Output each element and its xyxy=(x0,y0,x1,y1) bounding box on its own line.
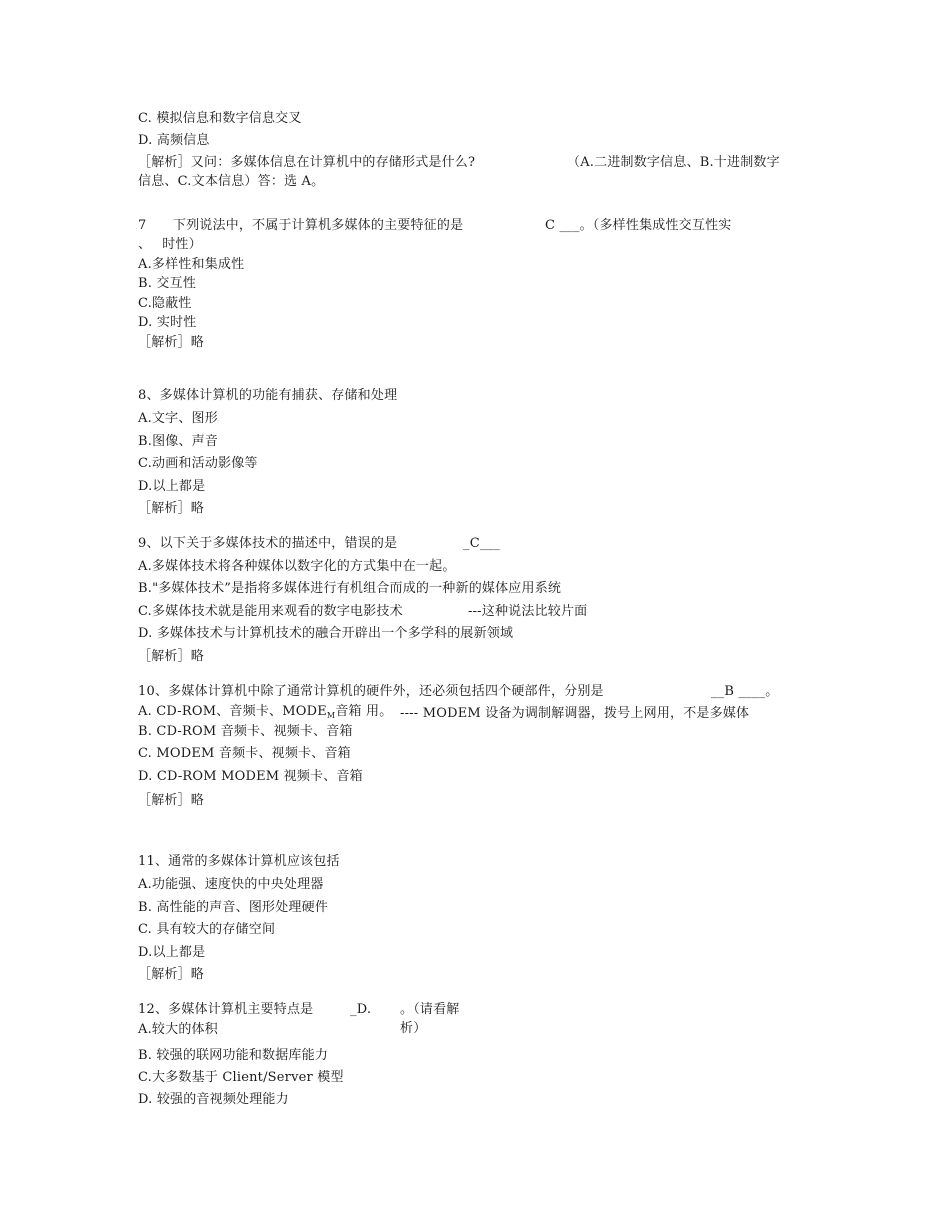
question-7-option-c: C.隐蔽性 xyxy=(138,296,192,311)
question-9-stem: 9、以下关于多媒体技术的描述中，错误的是 xyxy=(138,536,398,551)
question-11-analysis: ［解析］略 xyxy=(138,967,205,982)
question-9-option-a: A.多媒体技术将各种媒体以数字化的方式集中在一起。 xyxy=(138,559,456,574)
option-d: D. 高频信息 xyxy=(138,133,210,148)
question-8-option-c: C.动画和活动影像等 xyxy=(138,456,258,471)
question-10-option-d: D. CD-ROM MODEM 视频卡、音箱 xyxy=(138,769,363,784)
analysis-line-2: 信息、C.文本信息）答：选 A。 xyxy=(138,174,325,189)
analysis-line: ［解析］又问：多媒体信息在计算机中的存储形式是什么? xyxy=(138,155,476,170)
question-9-option-b: B."多媒体技术”是指将多媒体进行有机组合而成的一种新的媒体应用系统 xyxy=(138,581,562,596)
question-10-option-a-note: ---- MODEM 设备为调制解调器，拨号上网用，不是多媒体 xyxy=(400,706,750,721)
analysis-line-continued: （A.二进制数字信息、B.十进制数字 xyxy=(567,155,780,170)
question-8-option-a: A.文字、图形 xyxy=(138,411,218,426)
question-9-answer: _C___ xyxy=(463,536,500,551)
question-8-stem: 8、多媒体计算机的功能有捕获、存储和处理 xyxy=(138,388,398,403)
question-12-answer: _D. xyxy=(350,1002,372,1017)
question-10-option-a-subscript: M xyxy=(326,711,336,720)
question-9-option-d: D. 多媒体技术与计算机技术的融合开辟出一个多学科的展新领域 xyxy=(138,626,514,641)
question-8-option-b: B.图像、声音 xyxy=(138,434,219,449)
option-c: C. 模拟信息和数字信息交叉 xyxy=(138,111,302,126)
question-7-analysis: ［解析］略 xyxy=(138,335,205,350)
question-8-option-d: D.以上都是 xyxy=(138,479,206,494)
question-12-stem: 12、多媒体计算机主要特点是 xyxy=(138,1002,314,1017)
question-7-option-d: D. 实时性 xyxy=(138,315,197,330)
question-10-option-a-main: A. CD-ROM、音频卡、MODE xyxy=(138,704,327,719)
question-8-analysis: ［解析］略 xyxy=(138,501,205,516)
question-10-option-c: C. MODEM 音频卡、视频卡、音箱 xyxy=(138,746,351,761)
question-12-option-b: B. 较强的联网功能和数据库能力 xyxy=(138,1048,329,1063)
question-7-option-b: B. 交互性 xyxy=(138,276,197,291)
question-12-option-d: D. 较强的音视频处理能力 xyxy=(138,1092,289,1107)
question-10-analysis: ［解析］略 xyxy=(138,793,205,808)
question-12-hint-continued: 析） xyxy=(400,1021,427,1036)
question-7-stem: 7 下列说法中，不属于计算机多媒体的主要特征的是 xyxy=(138,218,464,233)
question-7-answer: C ___。（多样性集成性交互性实 xyxy=(545,218,732,233)
question-9-option-c: C.多媒体技术就是能用来观看的数字电影技术 xyxy=(138,604,403,619)
question-12-option-a: A.较大的体积 xyxy=(138,1022,218,1037)
question-12-hint: 。（请看解 xyxy=(400,1002,460,1017)
question-12-option-c: C.大多数基于 Client/Server 模型 xyxy=(138,1070,344,1085)
question-11-option-a: A.功能强、速度快的中央处理器 xyxy=(138,877,324,892)
question-9-analysis: ［解析］略 xyxy=(138,649,205,664)
question-11-option-d: D.以上都是 xyxy=(138,945,206,960)
question-10-answer: __B ____。 xyxy=(711,684,779,699)
question-10-option-b: B. CD-ROM 音频卡、视频卡、音箱 xyxy=(138,724,353,739)
question-11-option-b: B. 高性能的声音、图形处理硬件 xyxy=(138,900,329,915)
question-10-option-a xyxy=(138,704,392,724)
question-7-stem-continued: 、 时性） xyxy=(138,237,202,252)
question-9-option-c-note: ---这种说法比较片面 xyxy=(468,604,588,619)
question-10-option-a-tail: 音箱 用。 xyxy=(335,704,393,719)
question-7-option-a: A.多样性和集成性 xyxy=(138,257,245,272)
question-11-option-c: C. 具有较大的存储空间 xyxy=(138,922,276,937)
question-11-stem: 11、通常的多媒体计算机应该包括 xyxy=(138,854,340,869)
question-10-stem: 10、多媒体计算机中除了通常计算机的硬件外，还必须包括四个硬部件，分别是 xyxy=(138,684,604,699)
